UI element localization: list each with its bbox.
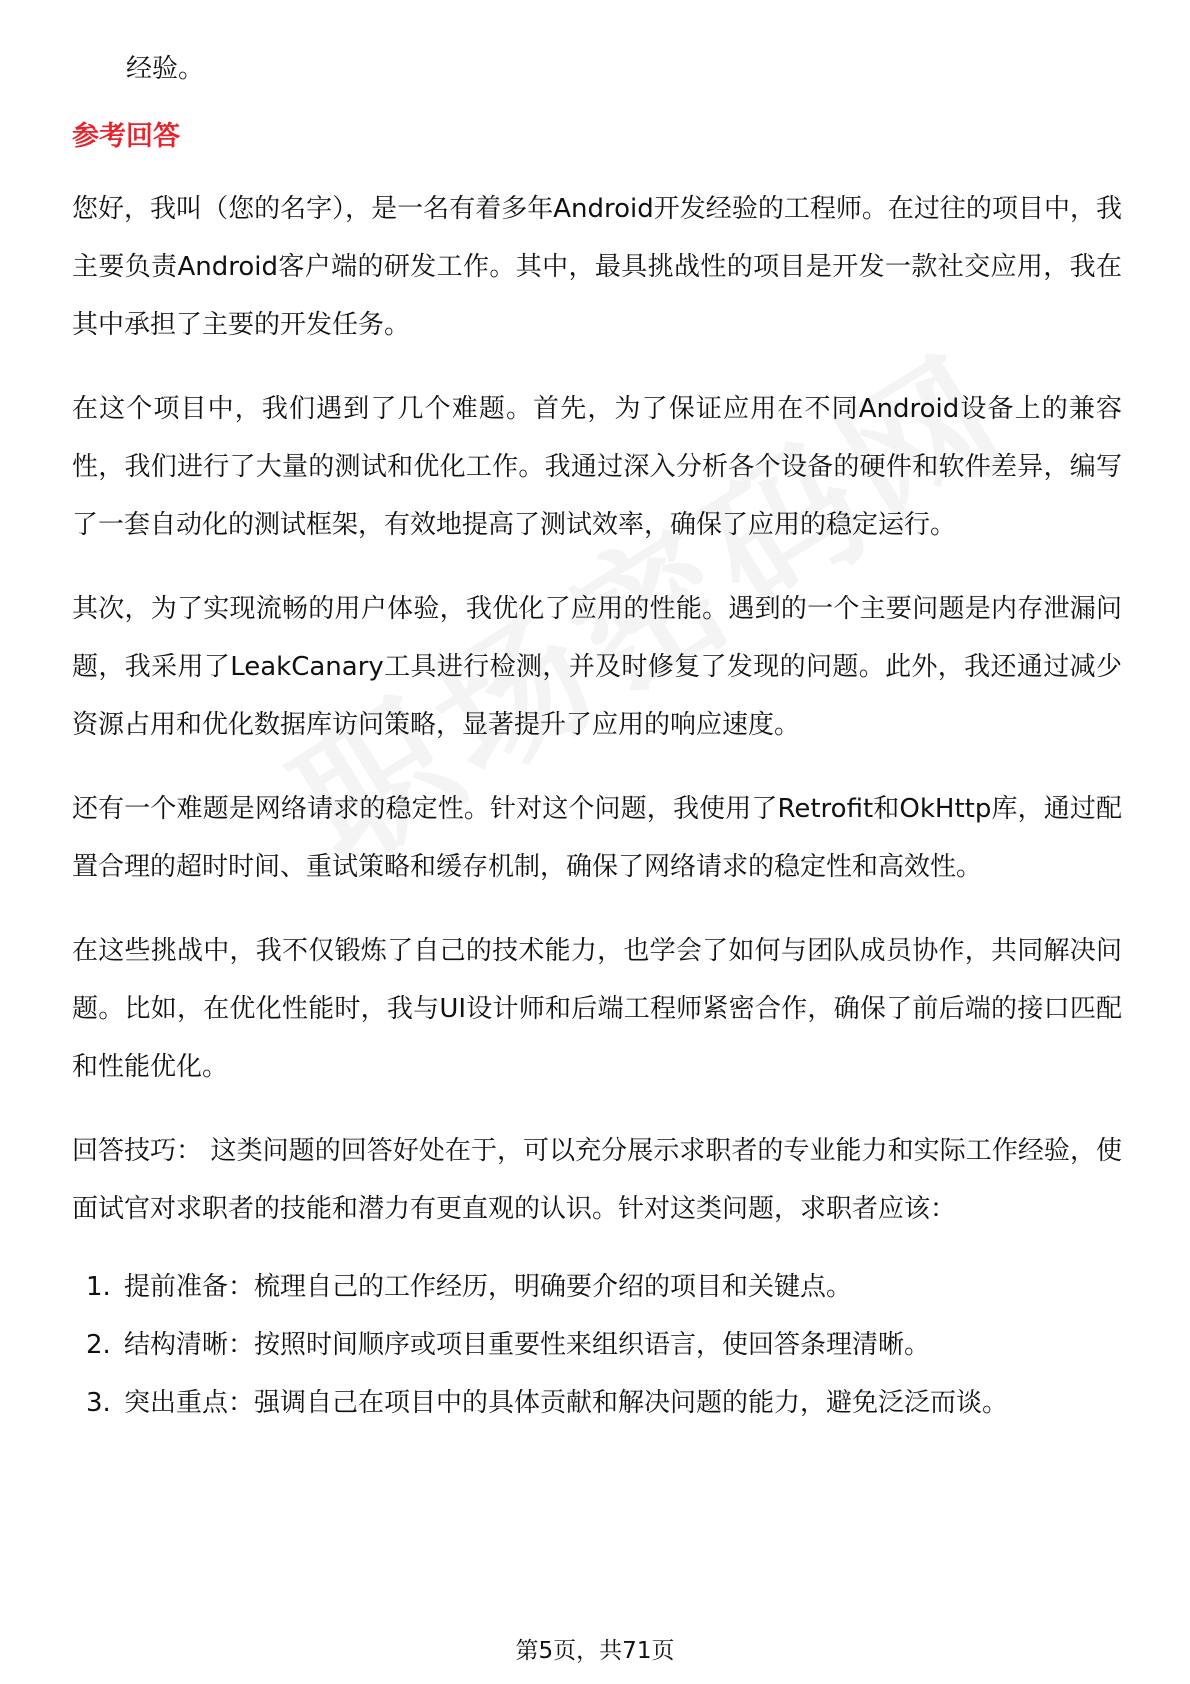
section-heading: 参考回答	[72, 121, 180, 152]
page-content	[72, 40, 1122, 1432]
continuation-text: 经验。	[126, 54, 205, 84]
page-footer: 第5页，共71页	[515, 1638, 675, 1664]
tips-intro: 回答技巧： 这类问题的回答好处在于，可以充分展示求职者的专业能力和实际工作经验，使面试官对求职者的技能和潜力有更直观的认识。针对这类问题，求职者应该：	[72, 1136, 1122, 1224]
list-item-text: 突出重点：强调自己在项目中的具体贡献和解决问题的能力，避免泛泛而谈。	[124, 1388, 1009, 1418]
list-item-number: 3.	[86, 1388, 111, 1418]
answer-paragraph-4: 还有一个难题是网络请求的稳定性。针对这个问题，我使用了Retrofit和OkHttp库，通过配置合理的超时时间、重试策略和缓存机制，确保了网络请求的稳定性和高效性。	[72, 794, 1122, 882]
list-item-number: 2.	[86, 1330, 111, 1360]
answer-paragraph-5: 在这些挑战中，我不仅锻炼了自己的技术能力，也学会了如何与团队成员协作，共同解决问题。比如，在优化性能时，我与UI设计师和后端工程师紧密合作，确保了前后端的接口匹配和性能优化。	[72, 936, 1122, 1082]
list-item	[86, 1316, 1122, 1374]
answer-paragraph-1: 您好，我叫（您的名字），是一名有着多年Android开发经验的工程师。在过往的项目中，我主要负责Android客户端的研发工作。其中，最具挑战性的项目是开发一款社交应用，我在其中承担了主要的开发任务。	[72, 194, 1122, 340]
tips-list	[72, 1258, 1122, 1432]
list-item	[86, 1258, 1122, 1316]
list-item-number: 1.	[86, 1272, 111, 1302]
list-item	[86, 1374, 1122, 1432]
answer-paragraph-2: 在这个项目中，我们遇到了几个难题。首先，为了保证应用在不同Android设备上的兼容性，我们进行了大量的测试和优化工作。我通过深入分析各个设备的硬件和软件差异，编写了一套自动化的测试框架，有效地提高了测试效率，确保了应用的稳定运行。	[72, 394, 1122, 540]
list-item-text: 提前准备：梳理自己的工作经历，明确要介绍的项目和关键点。	[124, 1272, 853, 1302]
answer-paragraph-3: 其次，为了实现流畅的用户体验，我优化了应用的性能。遇到的一个主要问题是内存泄漏问题，我采用了LeakCanary工具进行检测，并及时修复了发现的问题。此外，我还通过减少资源占用和优化数据库访问策略，显著提升了应用的响应速度。	[72, 594, 1122, 740]
list-item-text: 结构清晰：按照时间顺序或项目重要性来组织语言，使回答条理清晰。	[124, 1330, 931, 1360]
